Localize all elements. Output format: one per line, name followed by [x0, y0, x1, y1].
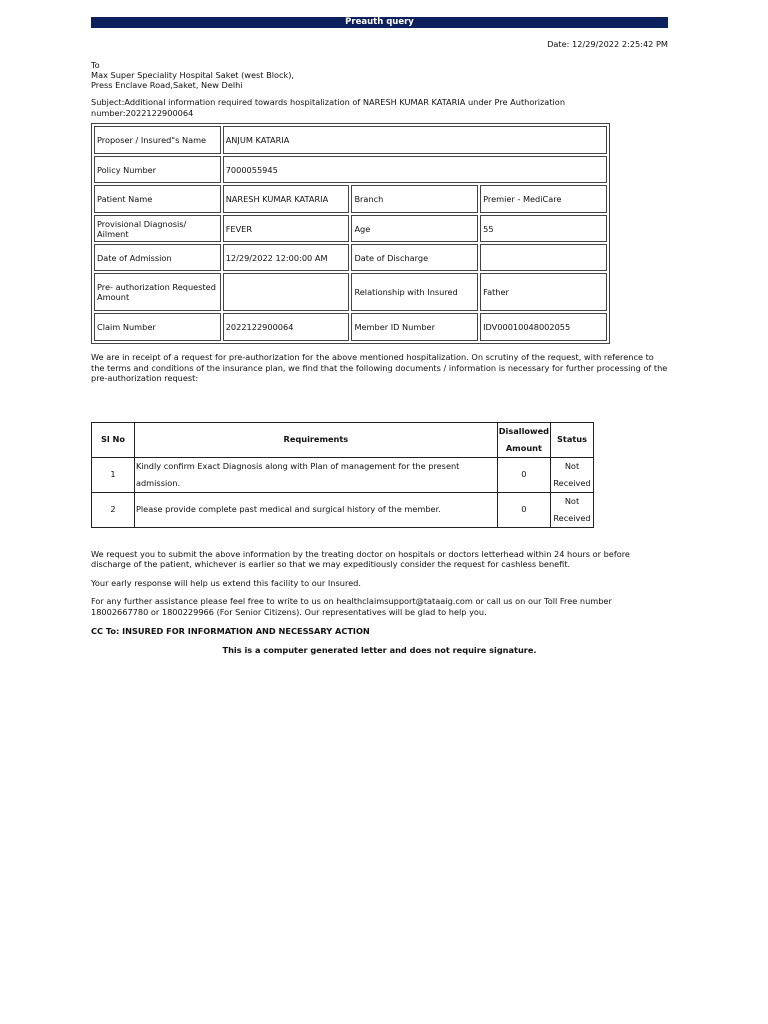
address-line-2: Press Enclave Road,Saket, New Delhi: [91, 80, 243, 90]
proposer-label: Proposer / Insured"s Name: [94, 126, 221, 154]
row-sl-no: 1: [92, 457, 135, 492]
address-line-1: Max Super Speciality Hospital Saket (west Block),: [91, 70, 295, 80]
member-label: Member ID Number: [351, 313, 478, 341]
admission-value: 12/29/2022 12:00:00 AM: [223, 244, 350, 271]
row-requirement: Kindly confirm Exact Diagnosis along with Plan of management for the present admission.: [134, 457, 497, 492]
intro-paragraph: We are in receipt of a request for pre-authorization for the above mentioned hospitalization. On scrutiny of the request, with reference to the terms and conditions of the insurance plan, we find that the following documents / information is necessary for further processing of the pre-authorization request:: [91, 352, 668, 383]
page-title: Preauth query: [91, 17, 668, 28]
age-value: 55: [480, 215, 607, 242]
response-paragraph: Your early response will help us extend this facility to our Insured.: [91, 577, 361, 588]
claim-value: 2022122900064: [223, 313, 350, 341]
amount-value: [223, 273, 350, 311]
diagnosis-label: Provisional Diagnosis/ Ailment: [94, 215, 221, 242]
recipient-address: [91, 60, 668, 90]
relationship-label: Relationship with Insured: [351, 273, 478, 311]
address-to: To: [91, 60, 100, 70]
subject-line: Subject:Additional information required towards hospitalization of NARESH KUMAR KATARIA under Pre Authorization number:2022122900064: [91, 97, 566, 118]
header-sl-no: Sl No: [92, 422, 135, 457]
table-row: [92, 492, 594, 527]
cc-line: CC To: INSURED FOR INFORMATION AND NECESSARY ACTION: [91, 626, 370, 636]
assistance-paragraph: For any further assistance please feel free to write to us on healthclaimsupport@tataaig.com or call us on our Toll Free number 18002667780 or 1800229966 (For Senior Citizens). Our representatives will be glad to help you.: [91, 596, 612, 617]
letter-date: Date: 12/29/2022 2:25:42 PM: [547, 39, 668, 49]
member-value: IDV00010048002055: [480, 313, 607, 341]
discharge-label: Date of Discharge: [351, 244, 478, 271]
header-requirements: Requirements: [134, 422, 497, 457]
policy-info-table: [91, 123, 610, 344]
policy-value: 7000055945: [223, 156, 607, 183]
patient-label: Patient Name: [94, 185, 221, 213]
discharge-value: [480, 244, 607, 271]
table-row: [92, 457, 594, 492]
branch-value: Premier - MediCare: [480, 185, 607, 213]
header-status: Status: [550, 422, 593, 457]
letter-page: [91, 17, 668, 656]
header-disallowed-amount: Disallowed Amount: [497, 422, 550, 457]
signature-footnote: This is a computer generated letter and does not require signature.: [222, 645, 537, 655]
admission-label: Date of Admission: [94, 244, 221, 271]
amount-label: Pre- authorization Requested Amount: [94, 273, 221, 311]
row-sl-no: 2: [92, 492, 135, 527]
row-status: Not Received: [550, 457, 593, 492]
row-amount: 0: [497, 457, 550, 492]
requirements-table: [91, 422, 594, 528]
policy-label: Policy Number: [94, 156, 221, 183]
diagnosis-value: FEVER: [223, 215, 350, 242]
proposer-value: ANJUM KATARIA: [223, 126, 607, 154]
relationship-value: Father: [480, 273, 607, 311]
request-paragraph: We request you to submit the above information by the treating doctor on hospitals or doctors letterhead within 24 hours or before discharge of the patient, whichever is earlier so that we may expeditiously consider the request for cashless benefit.: [91, 548, 630, 569]
row-requirement: Please provide complete past medical and surgical history of the member.: [134, 492, 497, 527]
branch-label: Branch: [351, 185, 478, 213]
age-label: Age: [351, 215, 478, 242]
row-amount: 0: [497, 492, 550, 527]
row-status: Not Received: [550, 492, 593, 527]
claim-label: Claim Number: [94, 313, 221, 341]
patient-value: NARESH KUMAR KATARIA: [223, 185, 350, 213]
